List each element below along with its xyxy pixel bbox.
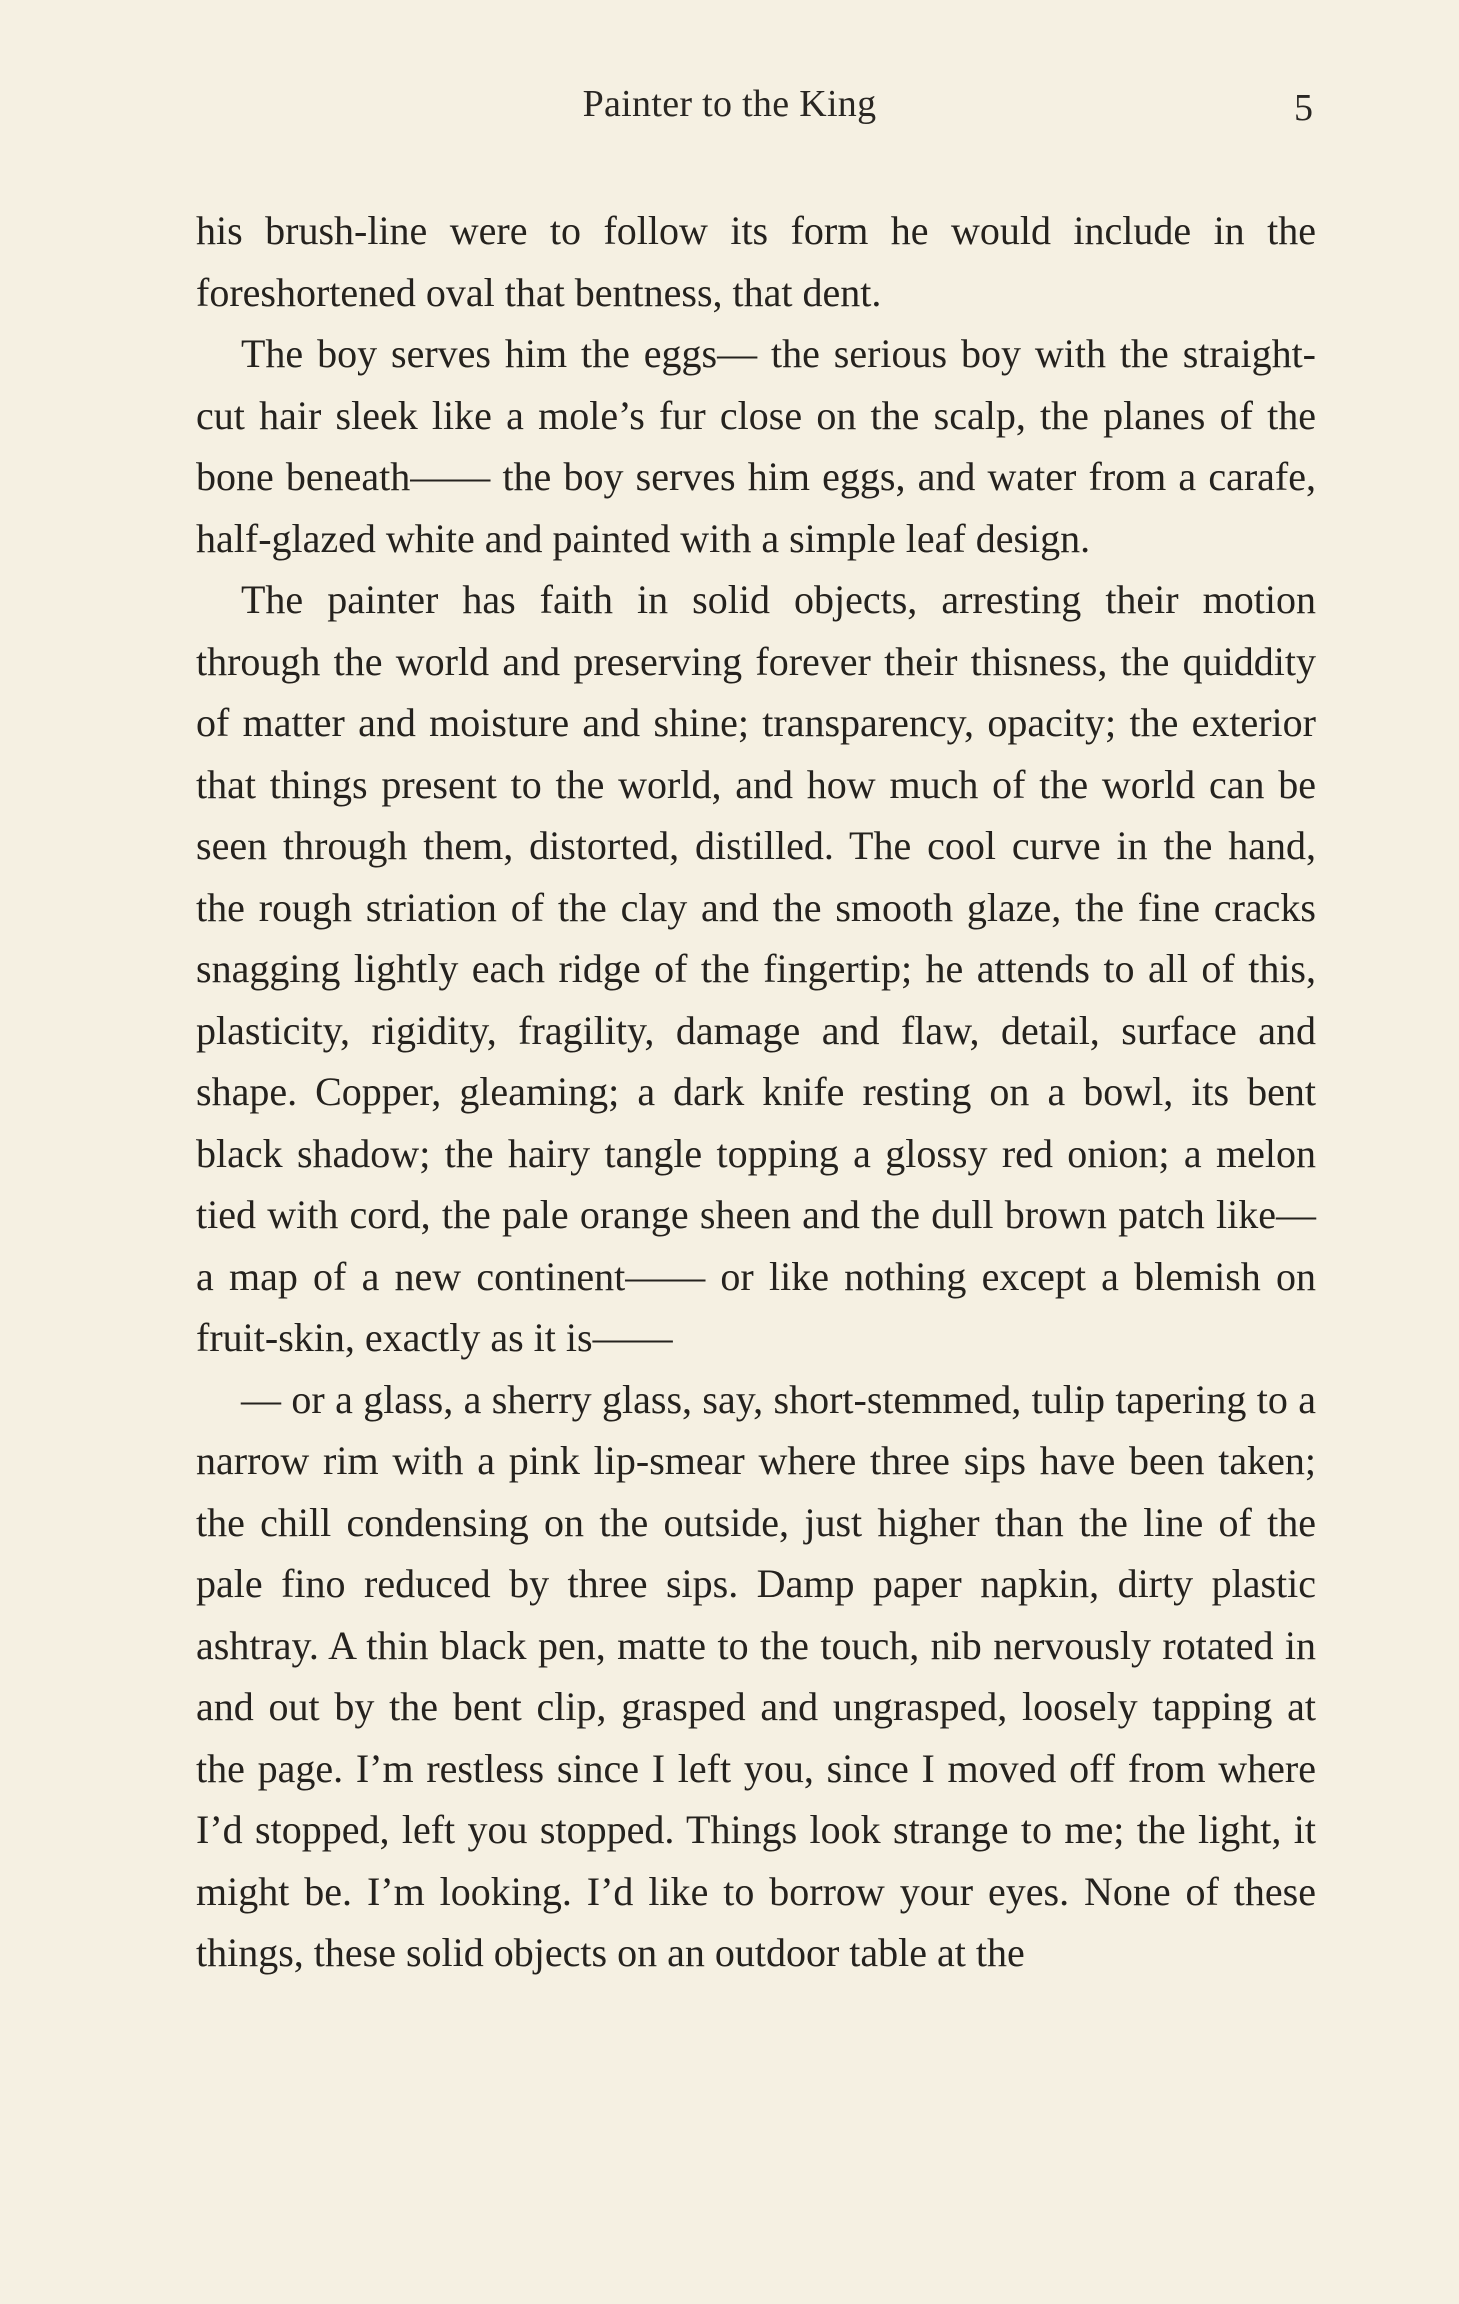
paragraph-painter-faith: The painter has faith in solid objects, arresting their motion through the world and preserving forever their thisness, the quiddity of matter and moisture and shine; transparency, opacity; the exterior that things present to the world, and how much of the world can be seen through them, distorted, distilled. The cool curve in the hand, the rough striation of the clay and the smooth glaze, the fine cracks snagging lightly each ridge of the fingertip; he attends to all of this, plasticity, rigidity, fragility, damage and flaw, detail, surface and shape. Copper, gleaming; a dark knife resting on a bowl, its bent black shadow; the hairy tangle topping a glossy red onion; a melon tied with cord, the pale orange sheen and the dull brown patch like— a map of a new continent—— or like nothing except a blemish on fruit-skin, exactly as it is—— [196, 577, 1316, 1360]
body-text [196, 200, 1316, 1984]
paragraph-sherry-glass: — or a glass, a sherry glass, say, short-stemmed, tulip tapering to a narrow rim with a pink lip-smear where three sips have been taken; the chill condensing on the outside, just higher than the line of the pale fino reduced by three sips. Damp paper napkin, dirty plastic ashtray. A thin black pen, matte to the touch, nib nervously rotated in and out by the bent clip, grasped and ungrasped, loosely tapping at the page. I’m restless since I left you, since I moved off from where I’d stopped, left you stopped. Things look strange to me; the light, it might be. I’m looking. I’d like to borrow your eyes. None of these things, these solid objects on an outdoor table at the [196, 1376, 1316, 1975]
paragraph-continuation: his brush-line were to follow its form he would include in the foreshortened oval that bentness, that dent. [196, 208, 1316, 315]
page-number: 5 [1294, 87, 1313, 129]
paragraph-boy-serves-eggs: The boy serves him the eggs— the serious boy with the straight-cut hair sleek like a mole’s fur close on the scalp, the planes of the bone beneath—— the boy serves him eggs, and water from a carafe, half-glazed white and painted with a simple leaf design. [196, 331, 1316, 561]
running-head-title: Painter to the King [582, 83, 877, 125]
